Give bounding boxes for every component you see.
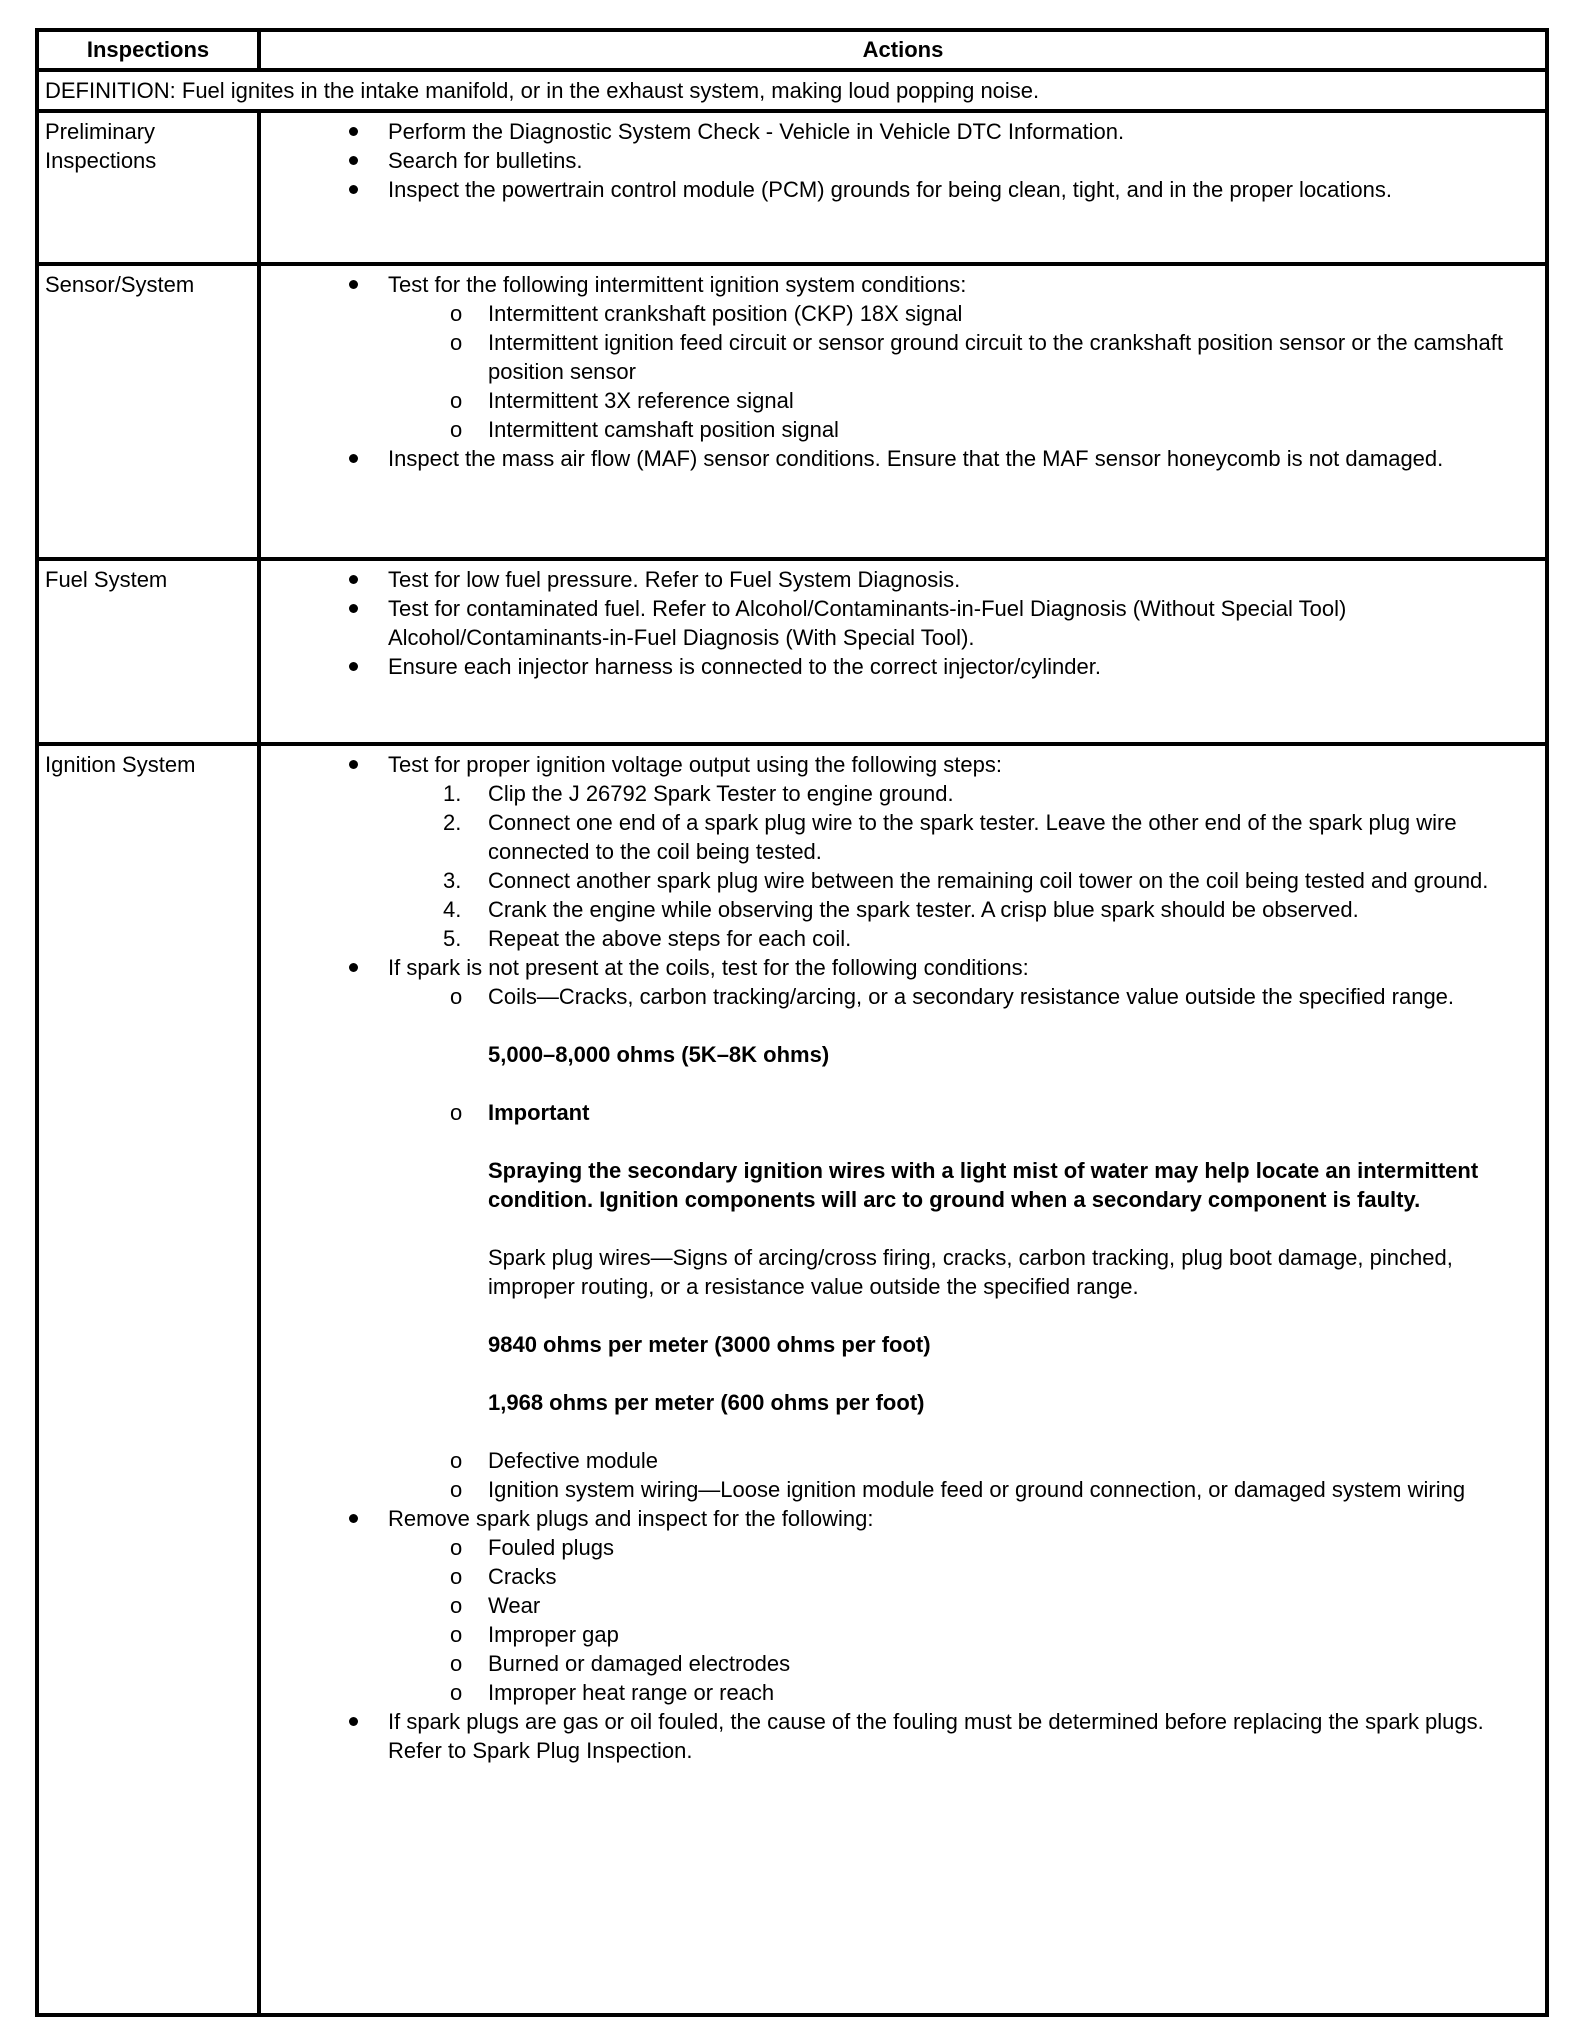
item-text: Wear (488, 1593, 541, 1618)
step-number: 1. (443, 781, 462, 806)
item-text: Fouled plugs (488, 1535, 614, 1560)
sub-bullet-item (261, 1678, 1535, 1707)
item-text: Defective module (488, 1448, 658, 1473)
actions-cell (259, 744, 1547, 2015)
step-number: 5. (443, 926, 462, 951)
bullet-item (261, 1504, 1535, 1533)
bullet-icon (349, 953, 358, 982)
bullet-item (261, 146, 1535, 175)
note-paragraph (261, 1330, 1535, 1359)
sub-bullet-icon: o (450, 1535, 463, 1560)
table-row (37, 264, 1547, 559)
item-text: Intermittent 3X reference signal (488, 388, 794, 413)
note-paragraph (261, 1243, 1535, 1301)
sub-bullet-item (261, 328, 1535, 386)
sub-bullet-icon: o (450, 1448, 463, 1473)
note-paragraph (261, 1156, 1535, 1214)
inspection-label: Fuel System (37, 559, 259, 744)
sub-bullet-item (261, 1533, 1535, 1562)
sub-bullet-item (261, 1098, 1535, 1127)
table-row (37, 744, 1547, 2015)
item-text: Ignition system wiring—Loose ignition module feed or ground connection, or damaged system wiring (488, 1477, 1466, 1502)
bullet-icon (349, 594, 358, 623)
item-text: Burned or damaged electrodes (488, 1651, 791, 1676)
actions-cell (259, 559, 1547, 744)
item-text: Search for bulletins. (388, 148, 583, 173)
item-text: Improper heat range or reach (488, 1680, 775, 1705)
item-text: Test for proper ignition voltage output using the following steps: (388, 752, 1002, 777)
item-text: Intermittent camshaft position signal (488, 417, 839, 442)
item-text: Inspect the powertrain control module (PCM) grounds for being clean, tight, and in the proper locations. (388, 177, 1392, 202)
sub-bullet-item (261, 1475, 1535, 1504)
table-row (37, 559, 1547, 744)
bullet-item (261, 444, 1535, 473)
sub-bullet-item (261, 1562, 1535, 1591)
sub-bullet-item (261, 1649, 1535, 1678)
bullet-item (261, 565, 1535, 594)
diagnosis-table (35, 28, 1549, 2017)
item-text: Connect another spark plug wire between the remaining coil tower on the coil being tested and ground. (488, 868, 1489, 893)
item-text: Spraying the secondary ignition wires with a light mist of water may help locate an intermittent condition. Ignition components will arc to ground when a secondary component is faulty. (488, 1158, 1479, 1212)
item-text: Clip the J 26792 Spark Tester to engine ground. (488, 781, 954, 806)
bullet-item (261, 594, 1535, 652)
item-text: 1,968 ohms per meter (600 ohms per foot) (488, 1390, 925, 1415)
numbered-step (261, 808, 1535, 866)
sub-bullet-item (261, 386, 1535, 415)
item-text: If spark plugs are gas or oil fouled, the cause of the fouling must be determined before replacing the spark plugs. Refer to Spark Plug Inspection. (388, 1709, 1484, 1763)
sub-bullet-item (261, 415, 1535, 444)
sub-bullet-icon: o (450, 1477, 463, 1502)
bullet-icon (349, 1707, 358, 1736)
sub-bullet-item (261, 299, 1535, 328)
numbered-step (261, 779, 1535, 808)
bullet-item (261, 1707, 1535, 1765)
definition: DEFINITION: Fuel ignites in the intake manifold, or in the exhaust system, making loud popping noise. (37, 70, 1547, 111)
numbered-step (261, 895, 1535, 924)
header-inspections: Inspections (37, 30, 259, 70)
item-text: Spark plug wires—Signs of arcing/cross firing, cracks, carbon tracking, plug boot damage, pinched, improper routing, or a resistance value outside the specified range. (488, 1245, 1453, 1299)
sub-bullet-icon: o (450, 417, 463, 442)
bullet-icon (349, 444, 358, 473)
bullet-icon (349, 652, 358, 681)
step-number: 3. (443, 868, 462, 893)
item-text: Ensure each injector harness is connected to the correct injector/cylinder. (388, 654, 1101, 679)
item-text: Test for contaminated fuel. Refer to Alcohol/Contaminants-in-Fuel Diagnosis (Without Special Tool) Alcohol/Contaminants-in-Fuel Diagnosis (With Special Tool). (388, 596, 1347, 650)
bullet-icon (349, 146, 358, 175)
item-text: Perform the Diagnostic System Check - Vehicle in Vehicle DTC Information. (388, 119, 1125, 144)
sub-bullet-item (261, 982, 1535, 1011)
bullet-icon (349, 175, 358, 204)
sub-bullet-icon: o (450, 388, 463, 413)
item-text: Intermittent crankshaft position (CKP) 18X signal (488, 301, 963, 326)
sub-bullet-icon: o (450, 984, 463, 1009)
item-text: Coils—Cracks, carbon tracking/arcing, or a secondary resistance value outside the specified range. (488, 984, 1455, 1009)
inspection-label: Ignition System (37, 744, 259, 2015)
sub-bullet-item (261, 1446, 1535, 1475)
bullet-item (261, 175, 1535, 204)
step-number: 4. (443, 897, 462, 922)
item-text: Crank the engine while observing the spark tester. A crisp blue spark should be observed. (488, 897, 1359, 922)
inspection-label: Preliminary Inspections (37, 111, 259, 264)
sub-bullet-icon: o (450, 1651, 463, 1676)
bullet-item (261, 750, 1535, 779)
sub-bullet-icon: o (450, 301, 463, 326)
item-text: Intermittent ignition feed circuit or sensor ground circuit to the crankshaft position sensor or the camshaft position sensor (488, 330, 1503, 384)
note-paragraph (261, 1040, 1535, 1069)
item-text: Improper gap (488, 1622, 619, 1647)
sub-bullet-icon: o (450, 1593, 463, 1618)
item-text: Test for low fuel pressure. Refer to Fuel System Diagnosis. (388, 567, 961, 592)
bullet-icon (349, 750, 358, 779)
bullet-icon (349, 270, 358, 299)
actions-cell (259, 111, 1547, 264)
bullet-item (261, 117, 1535, 146)
inspection-label: Sensor/System (37, 264, 259, 559)
item-text: Remove spark plugs and inspect for the following: (388, 1506, 874, 1531)
numbered-step (261, 924, 1535, 953)
sub-bullet-icon: o (450, 1622, 463, 1647)
numbered-step (261, 866, 1535, 895)
item-text: Test for the following intermittent ignition system conditions: (388, 272, 967, 297)
table-row (37, 111, 1547, 264)
bullet-item (261, 953, 1535, 982)
item-text: Connect one end of a spark plug wire to the spark tester. Leave the other end of the spark plug wire connected to the coil being tested. (488, 810, 1457, 864)
item-text: Repeat the above steps for each coil. (488, 926, 852, 951)
sub-bullet-item (261, 1620, 1535, 1649)
item-text: 5,000–8,000 ohms (5K–8K ohms) (488, 1042, 830, 1067)
bullet-item (261, 652, 1535, 681)
sub-bullet-icon: o (450, 330, 463, 355)
item-text: If spark is not present at the coils, test for the following conditions: (388, 955, 1029, 980)
bullet-icon (349, 565, 358, 594)
sub-bullet-icon: o (450, 1680, 463, 1705)
bullet-item (261, 270, 1535, 299)
bullet-icon (349, 1504, 358, 1533)
header-actions: Actions (259, 30, 1547, 70)
item-text: Inspect the mass air flow (MAF) sensor conditions. Ensure that the MAF sensor honeycomb is not damaged. (388, 446, 1444, 471)
bullet-icon (349, 117, 358, 146)
actions-cell (259, 264, 1547, 559)
item-text: Cracks (488, 1564, 557, 1589)
step-number: 2. (443, 810, 462, 835)
sub-bullet-item (261, 1591, 1535, 1620)
sub-bullet-icon: o (450, 1100, 463, 1125)
item-text: Important (488, 1100, 590, 1125)
sub-bullet-icon: o (450, 1564, 463, 1589)
note-paragraph (261, 1388, 1535, 1417)
item-text: 9840 ohms per meter (3000 ohms per foot) (488, 1332, 931, 1357)
